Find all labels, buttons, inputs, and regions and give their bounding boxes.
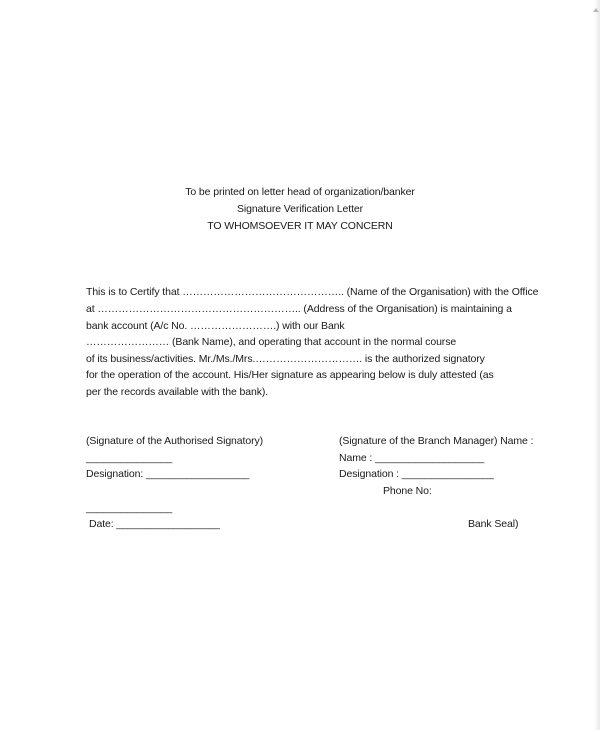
header-note: To be printed on letter head of organization/banker [185,186,415,198]
page-edge [594,0,600,730]
body-line-2: at ………………………………………………….. (Address of the Organisation) is maintaining a [86,303,512,315]
bank-seal: Bank Seal) [468,518,519,530]
left-blank-2: _______________ [86,502,173,514]
authorised-signatory-label: (Signature of the Authorised Signatory) [86,435,264,447]
signatory-blank: _______________ [86,452,173,464]
left-designation: Designation: __________________ [86,468,250,480]
right-name: Name : ___________________ [339,452,485,464]
body-line-5: of its business/activities. Mr./Ms./Mrs.…………………………. is the authorized signatory [86,353,485,365]
scroll-up-icon [593,8,599,12]
salutation: TO WHOMSOEVER IT MAY CONCERN [207,220,393,232]
body-line-4: …………………… (Bank Name), and operating that account in the normal course [86,336,457,348]
letter-title: Signature Verification Letter [236,203,364,215]
body-line-7: per the records available with the bank). [86,386,269,398]
body-line-1: This is to Certify that ……………………………………….. (Name of the Organisation) with the Office [86,286,539,298]
date-field: Date: __________________ [89,518,220,530]
body-line-3: bank account (A/c No. …………………….) with our Bank [86,320,345,332]
phone-no: Phone No: [383,485,432,497]
branch-manager-label: (Signature of the Branch Manager) Name : [339,435,534,447]
body-line-6: for the operation of the account. His/Her signature as appearing below is duly attested (as [86,369,494,381]
right-designation: Designation : ________________ [339,468,494,480]
